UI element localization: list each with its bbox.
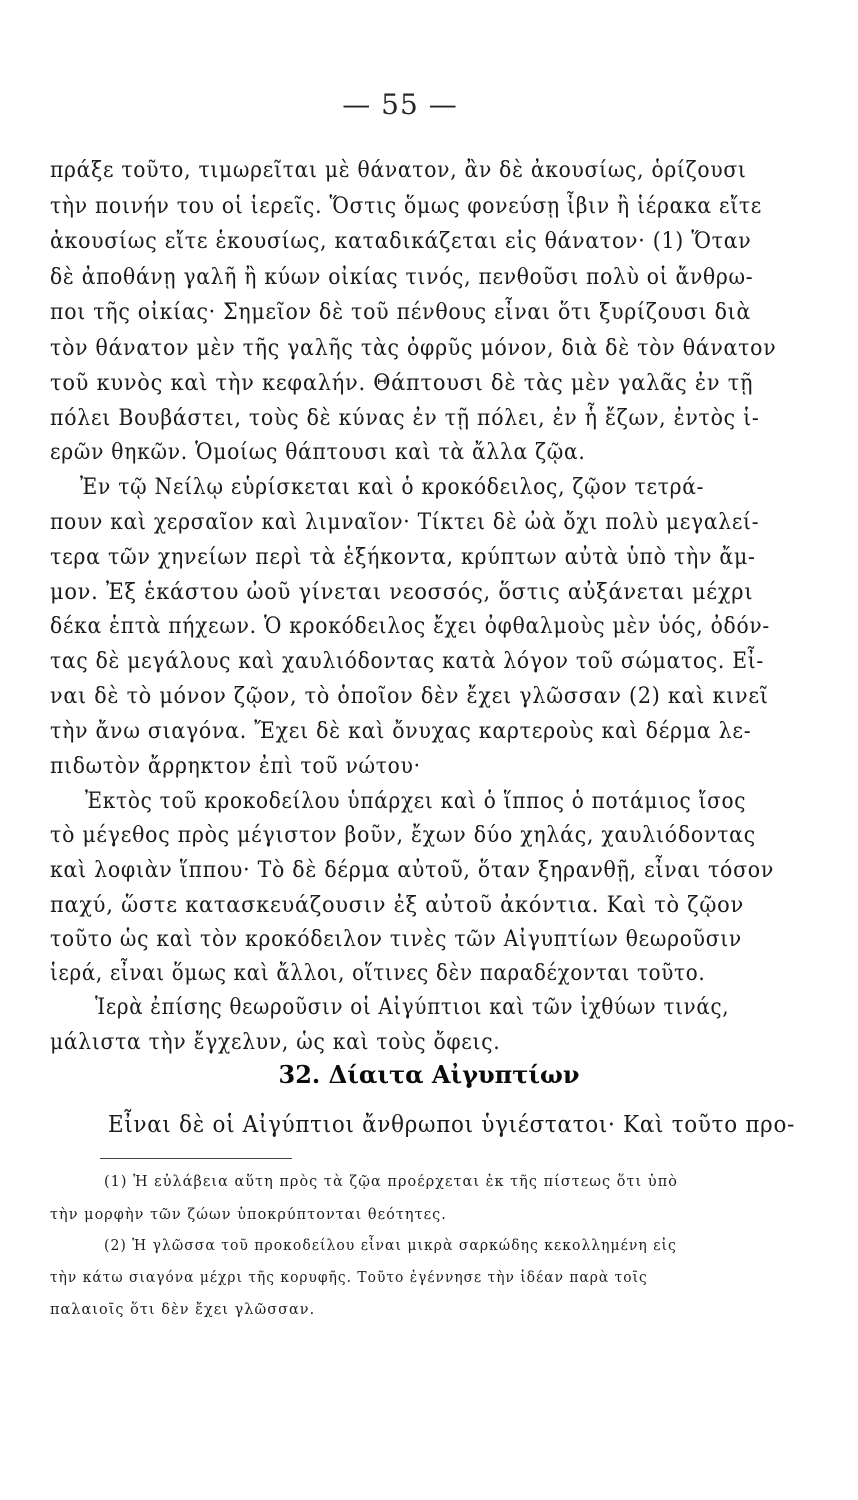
body-line: τοῦ κυνὸς καὶ τὴν κεφαλήν. Θάπτουσι δὲ τὰς μὲν γαλᾶς ἐν τῇ	[50, 371, 754, 396]
body-line: δὲ ἀποθάνῃ γαλῆ ἢ κύων οἰκίας τινός, πενθοῦσι πολὺ οἱ ἄνθρω-	[50, 265, 754, 290]
body-line: τοῦτο ὡς καὶ τὸν κροκόδειλον τινὲς τῶν Αἰγυπτίων θεωροῦσιν	[50, 927, 742, 952]
body-line: τὴν ποινήν του οἱ ἱερεῖς. Ὅστις ὅμως φονεύσῃ ἶβιν ἢ ἱέρακα εἴτε	[50, 194, 763, 219]
footnote-line: (1) Ἡ εὐλάβεια αὕτη πρὸς τὰ ζῷα προέρχεται ἐκ τῆς πίστεως ὅτι ὑπὸ	[104, 1172, 678, 1190]
body-line: Ἐν τῷ Νείλῳ εὑρίσκεται καὶ ὁ κροκόδειλος, ζῷον τετρά-	[80, 475, 705, 500]
footnote-line: (2) Ἡ γλῶσσα τοῦ προκοδείλου εἶναι μικρὰ σαρκώδης κεκολλημένη εἰς	[104, 1236, 677, 1254]
body-line: ἀκουσίως εἴτε ἑκουσίως, καταδικάζεται εἰς θάνατον· (1) Ὅταν	[50, 229, 752, 254]
footnote-line: παλαιοῖς ὅτι δὲν ἔχει γλῶσσαν.	[50, 1300, 316, 1318]
section-first-line: Εἶναι δὲ οἱ Αἰγύπτιοι ἄνθρωποι ὑγιέστατοι· Καὶ τοῦτο προ-	[108, 1112, 796, 1138]
footnote-line: τὴν κάτω σιαγόνα μέχρι τῆς κορυφῆς. Τοῦτο ἐγέννησε τὴν ἰδέαν παρὰ τοῖς	[50, 1268, 648, 1286]
page-number: — 55 —	[342, 88, 458, 121]
body-line: πιδωτὸν ἄρρηκτον ἐπὶ τοῦ νώτου·	[50, 754, 421, 779]
body-line: τὸ μέγεθος πρὸς μέγιστον βοῦν, ἔχων δύο χηλάς, χαυλιόδοντας	[50, 823, 756, 848]
body-line: τας δὲ μεγάλους καὶ χαυλιόδοντας κατὰ λόγον τοῦ σώματος. Εἶ-	[50, 649, 765, 674]
body-line: τὸν θάνατον μὲν τῆς γαλῆς τὰς ὀφρῦς μόνον, διὰ δὲ τὸν θάνατον	[50, 336, 777, 361]
body-line: πράξε τοῦτο, τιμωρεῖται μὲ θάνατον, ἂν δὲ ἀκουσίως, ὁρίζουσι	[50, 158, 747, 183]
body-line: ναι δὲ τὸ μόνον ζῷον, τὸ ὁποῖον δὲν ἔχει γλῶσσαν (2) καὶ κινεῖ	[50, 684, 769, 709]
body-line: Ἱερὰ ἐπίσης θεωροῦσιν οἱ Αἰγύπτιοι καὶ τῶν ἰχθύων τινάς,	[95, 995, 730, 1020]
body-line: μον. Ἐξ ἑκάστου ὠοῦ γίνεται νεοσσός, ὅστις αὐξάνεται μέχρι	[50, 580, 754, 605]
body-line: ποι τῆς οἰκίας· Σημεῖον δὲ τοῦ πένθους εἶναι ὅτι ξυρίζουσι διὰ	[50, 300, 752, 325]
body-line: ερῶν θηκῶν. Ὁμοίως θάπτουσι καὶ τὰ ἄλλα ζῷα.	[50, 440, 586, 465]
body-line: τὴν ἄνω σιαγόνα. Ἔχει δὲ καὶ ὄνυχας καρτεροὺς καὶ δέρμα λε-	[50, 719, 752, 744]
body-line: παχύ, ὥστε κατασκευάζουσιν ἐξ αὐτοῦ ἀκόντια. Καὶ τὸ ζῷον	[50, 893, 744, 918]
body-line: ἱερά, εἶναι ὅμως καὶ ἄλλοι, οἵτινες δὲν παραδέχονται τοῦτο.	[50, 961, 706, 986]
footnote-line: τὴν μορφὴν τῶν ζώων ὑποκρύπτονται θεότητες.	[50, 1205, 447, 1223]
body-line: δέκα ἑπτὰ πήχεων. Ὁ κροκόδειλος ἔχει ὀφθαλμοὺς μὲν ὑός, ὀδόν-	[50, 614, 771, 639]
body-line: καὶ λοφιὰν ἵππου· Τὸ δὲ δέρμα αὐτοῦ, ὅταν ξηρανθῇ, εἶναι τόσον	[50, 858, 775, 883]
section-heading: 32. Δίαιτα Αἰγυπτίων	[278, 1060, 580, 1089]
body-line: πόλει Βουβάστει, τοὺς δὲ κύνας ἐν τῇ πόλει, ἐν ἧ ἔζων, ἐντὸς ἱ-	[50, 406, 760, 431]
footnote-divider	[100, 1158, 292, 1159]
body-line: μάλιστα τὴν ἔγχελυν, ὡς καὶ τοὺς ὄφεις.	[50, 1030, 501, 1055]
body-line: πουν καὶ χερσαῖον καὶ λιμναῖον· Τίκτει δὲ ὠὰ ὄχι πολὺ μεγαλεί-	[50, 510, 760, 535]
body-line: τερα τῶν χηνείων περὶ τὰ ἑξήκοντα, κρύπτων αὐτὰ ὑπὸ τὴν ἄμ-	[50, 545, 756, 570]
body-line: Ἐκτὸς τοῦ κροκοδείλου ὑπάρχει καὶ ὁ ἵππος ὁ ποτάμιος ἴσος	[85, 789, 747, 814]
